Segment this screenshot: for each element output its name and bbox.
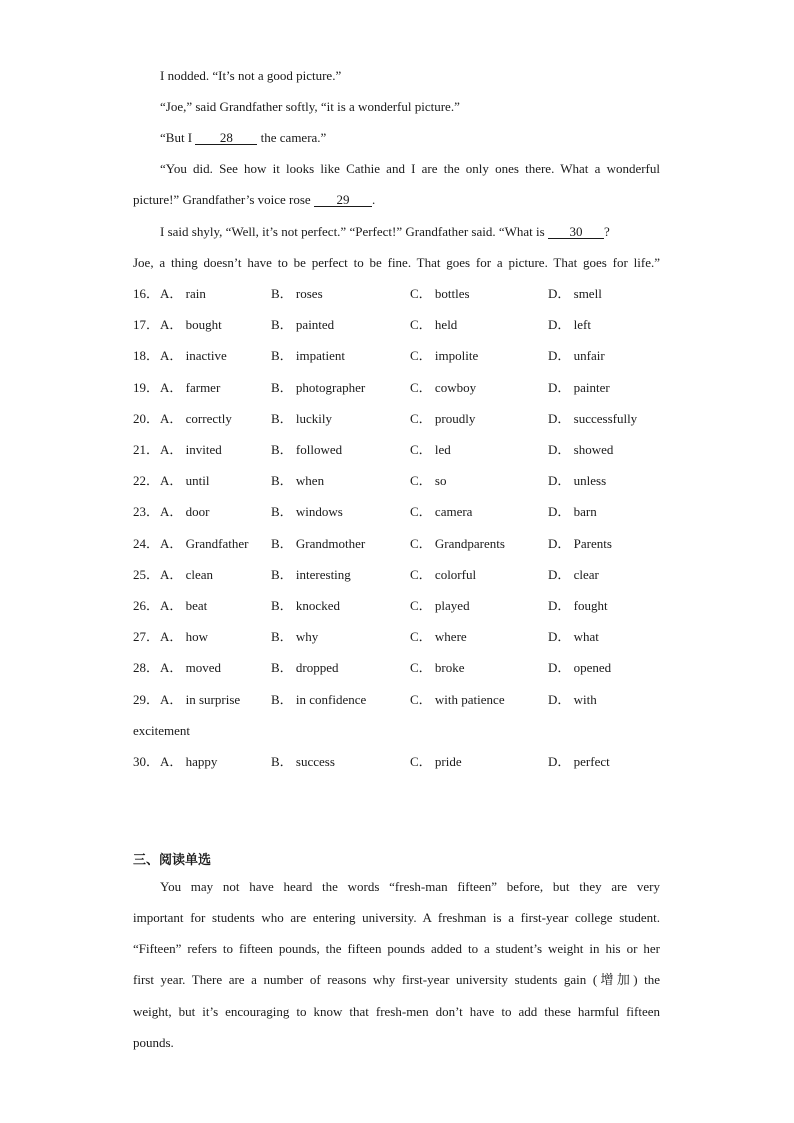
story-line-5-end: .	[371, 192, 376, 207]
option-b: B． why	[271, 629, 319, 644]
option-d: D． barn	[548, 504, 597, 519]
passage-line-1: You may not have heard the words “fresh-man fifteen” before, but they are very	[160, 879, 660, 894]
option-b: B． in confidence	[271, 692, 367, 707]
option-d: D． successfully	[548, 411, 638, 426]
option-b: B． roses	[271, 286, 323, 301]
blank-28: 28	[195, 131, 257, 145]
option-a: A． Grandfather	[160, 536, 249, 551]
option-c: C． played	[410, 598, 470, 613]
story-line-3	[160, 130, 326, 146]
option-c: C． with patience	[410, 692, 505, 707]
question-number: 21．	[133, 442, 160, 457]
story-line-4: “You did. See how it looks like Cathie and I are the only ones there. What a wonderful	[160, 161, 660, 176]
option-d: D． perfect	[548, 754, 610, 769]
option-c: C． so	[410, 473, 447, 488]
option-b: B． luckily	[271, 411, 333, 426]
option-d-continued: excitement	[133, 723, 191, 738]
option-b: B． success	[271, 754, 335, 769]
option-b: B． Grandmother	[271, 536, 366, 551]
passage-line-4: first year. There are a number of reasons why first-year university students gain (增加) the	[133, 972, 660, 987]
option-d: D． fought	[548, 598, 608, 613]
option-c: C． bottles	[410, 286, 470, 301]
option-c: C． Grandparents	[410, 536, 505, 551]
option-c: C． held	[410, 317, 458, 332]
story-line-5-text: picture!” Grandfather’s voice rose	[133, 192, 311, 207]
option-d: D． painter	[548, 380, 610, 395]
question-number: 23．	[133, 504, 160, 519]
question-number: 30．	[133, 754, 160, 769]
option-a: A． inactive	[160, 348, 227, 363]
option-c: C． colorful	[410, 567, 477, 582]
option-a: A． farmer	[160, 380, 221, 395]
option-a: A． beat	[160, 598, 208, 613]
story-line-6	[160, 224, 610, 240]
option-b: B． dropped	[271, 660, 339, 675]
option-b: B． photographer	[271, 380, 366, 395]
option-b: B． windows	[271, 504, 343, 519]
option-a: A． rain	[160, 286, 206, 301]
option-d: D． left	[548, 317, 591, 332]
option-d: D． what	[548, 629, 599, 644]
question-number: 25．	[133, 567, 160, 582]
option-a: A． clean	[160, 567, 214, 582]
option-a: A． how	[160, 629, 209, 644]
option-b: B． interesting	[271, 567, 351, 582]
question-number: 20．	[133, 411, 160, 426]
question-number: 16．	[133, 286, 160, 301]
option-a: A． until	[160, 473, 210, 488]
option-c: C． proudly	[410, 411, 476, 426]
question-number: 19．	[133, 380, 160, 395]
option-a: A． moved	[160, 660, 222, 675]
option-d: D． clear	[548, 567, 599, 582]
question-number: 28．	[133, 660, 160, 675]
option-d: D． with	[548, 692, 597, 707]
option-c: C． camera	[410, 504, 473, 519]
option-a: A． happy	[160, 754, 218, 769]
question-number: 29．	[133, 692, 160, 707]
question-number: 26．	[133, 598, 160, 613]
story-line-6-text: I said shyly, “Well, it’s not perfect.” “Perfect!” Grandfather said. “What is	[160, 224, 545, 239]
option-b: B． impatient	[271, 348, 346, 363]
option-d: D． opened	[548, 660, 612, 675]
passage-line-5: weight, but it’s encouraging to know that fresh-men don’t have to add these harmful fifteen	[133, 1004, 660, 1019]
passage-line-3: “Fifteen” refers to fifteen pounds, the fifteen pounds added to a student’s weight in his or her	[133, 941, 660, 956]
passage-line-2: important for students who are entering university. A freshman is a first-year college student.	[133, 910, 660, 925]
story-line-6-end: ?	[603, 224, 610, 239]
blank-29: 29	[314, 193, 372, 207]
story-line-7: Joe, a thing doesn’t have to be perfect to be fine. That goes for a picture. That goes for life.”	[133, 255, 660, 270]
question-number: 24．	[133, 536, 160, 551]
question-number: 22．	[133, 473, 160, 488]
question-number: 17．	[133, 317, 160, 332]
passage-line-6: pounds.	[133, 1035, 174, 1050]
option-d: D． unless	[548, 473, 607, 488]
option-a: A． bought	[160, 317, 222, 332]
option-c: C． pride	[410, 754, 462, 769]
story-line-3-end: the camera.”	[260, 130, 327, 145]
option-c: C． where	[410, 629, 467, 644]
option-b: B． painted	[271, 317, 335, 332]
option-c: C． broke	[410, 660, 465, 675]
option-b: B． when	[271, 473, 325, 488]
option-d: D． smell	[548, 286, 602, 301]
option-a: A． invited	[160, 442, 222, 457]
option-a: A． in surprise	[160, 692, 241, 707]
question-number: 27．	[133, 629, 160, 644]
option-d: D． unfair	[548, 348, 605, 363]
option-b: B． followed	[271, 442, 343, 457]
option-d: D． showed	[548, 442, 614, 457]
option-a: A． door	[160, 504, 210, 519]
option-d: D． Parents	[548, 536, 612, 551]
story-line-3-text: “But I	[160, 130, 193, 145]
option-c: C． impolite	[410, 348, 479, 363]
option-b: B． knocked	[271, 598, 340, 613]
section-heading: 三、阅读单选	[133, 853, 212, 868]
story-line-1: I nodded. “It’s not a good picture.”	[160, 68, 342, 83]
option-a: A． correctly	[160, 411, 232, 426]
story-line-5	[133, 192, 375, 208]
option-c: C． cowboy	[410, 380, 477, 395]
option-c: C． led	[410, 442, 451, 457]
story-line-2: “Joe,” said Grandfather softly, “it is a wonderful picture.”	[160, 99, 460, 114]
question-number: 18．	[133, 348, 160, 363]
blank-30: 30	[548, 225, 604, 239]
